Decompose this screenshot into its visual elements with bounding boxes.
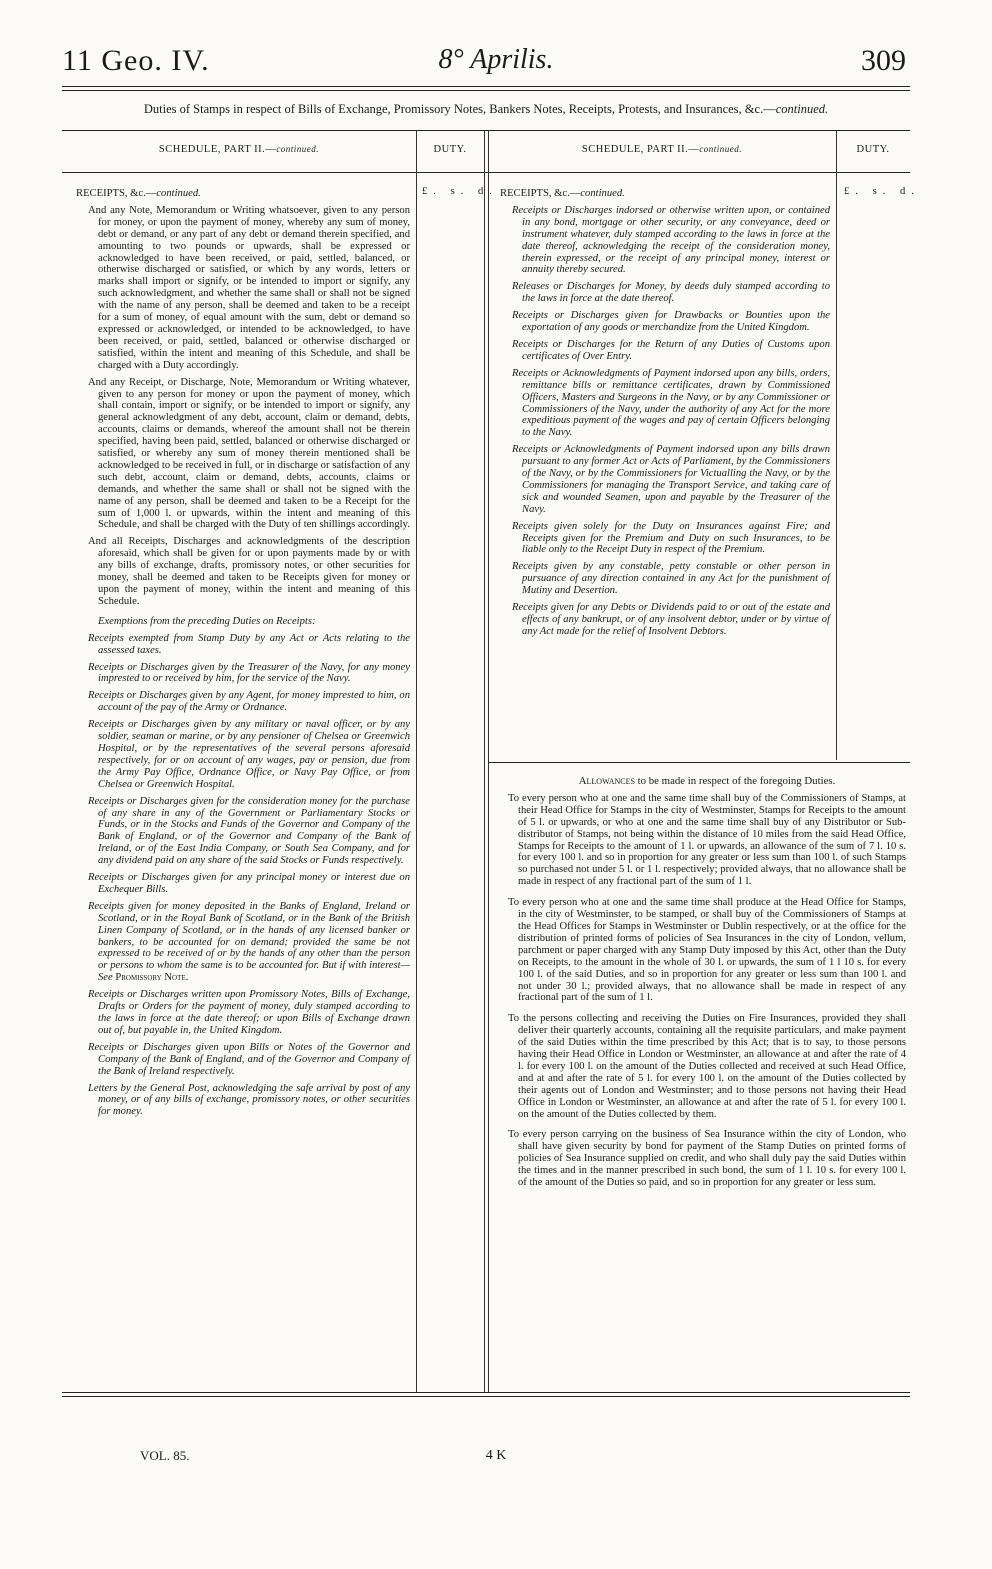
general-acknowledgment-paragraph: And any Receipt, or Discharge, Note, Memorandum or Writing whatever, given to any person for money or upon the payment of money, which shall contain, import or signify, or be intended to import or signify, any general acknowledgment of any debt, account, claim or demand, debts, accounts, claims or demands, whereof the amount shall not be therein specified, having been paid, settled, balanced or otherwise discharged or satisfied, or whereby any sum of money therein mentioned shall be acknowledged to be received in full, or in discharge or satisfaction of any such debt, account, claim or demand, debts, accounts, claims or demands, and whether the same shall or shall not be signed with the name of any person, shall be deemed and taken to be a Receipt for the sum of 1,000 l. or upwards, within the intent and meaning of this Schedule, and shall be charged with the Duty of ten shillings accordingly.: [88, 376, 410, 531]
table-bottom-rule-double: [62, 1396, 910, 1397]
left-section-heading: [76, 188, 410, 200]
allowance-item: To every person carrying on the business of Sea Insurance within the city of London, who shall have given security by bond for payment of the Stamp Duties on printed forms of policies of Sea Insurance supplied on credit, and who shall duly pay the said Duties within the times and in the manner prescribed in such bond, the sum of 1 l. 10 s. for every 100 l. of the amount of the Duties so paid, and so in proportion for any greater or less sum.: [508, 1129, 906, 1189]
allowance-item: To the persons collecting and receiving the Duties on Fire Insurances, provided they shall deliver their quarterly accounts, containing all the requisite particulars, and make payment of the said Duties within the time prescribed by this Act; that is to say, to those persons having their Head Office in London or Westminster, an allowance at and after the rate of 4 l. for every 100 l. on the amount of the Duties collected and received at such Head Office, and at and after the rate of 5 l. for every 100 l. on the amount of the Duties collected by their agents out of London and Westminster; and to those persons not having their Head Office in London or Westminster, an allowance at and after the rate of 5 l. for every 100 l. on the amount of the Duties collected by them.: [508, 1013, 906, 1120]
section-heading-continued: continued.: [156, 188, 201, 199]
table-header-rule: [62, 172, 910, 173]
column-rule-right-duty: [836, 130, 837, 760]
allowances-heading-caps: Allowances: [578, 775, 635, 787]
subtitle-text: Duties of Stamps in respect of Bills of Exchange, Promissory Notes, Bankers Notes, Receipts, Protests, and Insurances, &c.—: [143, 102, 776, 116]
allowances-section: [508, 776, 906, 1198]
schedule-header-continued: continued.: [276, 144, 320, 154]
column-rule-center-double: [488, 130, 489, 1392]
exemption-item: Receipts or Discharges given by the Treasurer of the Navy, for any money imprested to or received by him, for the service of the Navy.: [88, 661, 410, 685]
right-section-heading: [500, 188, 830, 200]
volume-number: VOL. 85.: [140, 1448, 190, 1463]
section-heading-continued: continued.: [580, 188, 625, 199]
exemption-item: Receipts or Discharges given for Drawbacks or Bounties upon the exportation of any goods or merchandize from the United Kingdom.: [512, 310, 830, 334]
subtitle-continued: continued.: [775, 102, 829, 116]
column-rule-center: [484, 130, 485, 1392]
exemption-item: Receipts given solely for the Duty on Insurances against Fire; and Receipts given for the Premium and Duty on such Insurances, to be liable only to the Receipt Duty in respect of the Premium.: [512, 520, 830, 556]
table-top-rule: [62, 130, 910, 131]
left-duty-header: DUTY.: [433, 144, 467, 155]
exemption-item: Receipts or Discharges given by any military or naval officer, or by any soldier, seaman or marine, or by any pensioner of Chelsea or Greenwich Hospital, or by the representatives of the several persons aforesaid respectively, for or on account of any wages, pay or pension, due from the Army Pay Office, Ordnance Office, or Navy Pay Office, or from Chelsea or Greenwich Hospital.: [88, 719, 410, 790]
exemption-item: Receipts or Discharges given upon Bills or Notes of the Governor and Company of the Bank of England, and of the Governor and Company of the Bank of Ireland respectively.: [88, 1041, 410, 1077]
exemption-item: Releases or Discharges for Money, by deeds duly stamped according to the laws in force at the date thereof.: [512, 281, 830, 305]
exemption-item: Receipts or Discharges written upon Promissory Notes, Bills of Exchange, Drafts or Orders for the payment of money, duly stamped according to the laws in force at the date thereof; or upon Bills of Exchange drawn out of, but payable in, the United Kingdom.: [88, 989, 410, 1036]
allowance-item: To every person who at one and the same time shall buy of the Commissioners of Stamps, at their Head Office for Stamps in the city of Westminster, Stamps for Receipts to the amount of 5 l. or upwards, or who at one and the same time shall buy of any Distributor or Sub-distributor of Stamps, not being within the distance of 10 miles from the said Head Office, Stamps for Receipts to the amount of 1 l. or upwards, an allowance of the sum of 7 l. 10 s. for every 100 l. and so in proportion for any greater or less sum than 100 l. of such Stamps so purchased not under 5 l. or 1 l. respectively; provided always, that no allowance shall be made in respect of any fractional part of the sum of 1 l.: [508, 792, 906, 888]
section-heading-text: RECEIPTS, &c.—: [500, 188, 581, 199]
schedule-header-continued: continued.: [699, 144, 743, 154]
right-column-body: [500, 188, 830, 643]
table-bottom-rule: [62, 1392, 910, 1393]
exemption-item: Receipts or Discharges indorsed or otherwise written upon, or contained in any bond, mortgage or other security, or any conveyance, deed or instrument whatever, duly stamped according to the laws in force at the date thereof, acknowledging the receipt of the consideration money, therein expressed, or the receipt of any principal money, interest or annuity thereby secured.: [512, 204, 830, 276]
exemption-item: Receipts given for any Debts or Dividends paid to or out of the estate and effects of any bankrupt, or of any insolvent debtor, under or by virtue of any Act made for the relief of Insolvent Debtors.: [512, 602, 830, 637]
allowances-heading: [508, 776, 906, 788]
allowance-item: To every person who at one and the same time shall produce at the Head Office for Stamps, in the city of Westminster, to be stamped, or shall buy of the Commissioners of Stamps at the Head Offices for Stamps in Westminster or Dublin respectively, or at the office for the distribution of printed forms of policies of Sea Insurances in the city of London, vellum, parchment or paper charged with any Stamp Duty imposed by this Act, other than the Duty on Receipts, to the amount in the whole of 30 l. or upwards, the sum of 1 l 10 s. for every 100 l. of the said Duties, and so in proportion for any greater or less sum than 100 l. and not under 30 l.; provided always, that no allowance shall be made in respect of any fractional part of the sum of 1 l.: [508, 897, 906, 1004]
schedule-header-text: SCHEDULE, PART II.—: [581, 144, 700, 155]
allowances-heading-text: to be made in respect of the foregoing Duties.: [634, 775, 836, 787]
exemption-item: Receipts or Discharges given for any principal money or interest due on Exchequer Bills.: [88, 872, 410, 895]
column-rule-left-duty: [416, 130, 417, 1392]
exemption-item: Receipts or Acknowledgments of Payment indorsed upon any bills, orders, remittance bills or remittance certificates, drawn by Commissioned Officers, Masters and Surgeons in the Navy, or by any Commissioner or Commissioners of the Navy, under the authority of any Act for the more expeditious payment of the wages and pay of certain Officers belonging to the Navy.: [512, 367, 830, 439]
right-schedule-header: [492, 144, 832, 155]
right-duty-header: DUTY.: [856, 144, 890, 155]
exemption-item: Receipts or Discharges given for the consideration money for the purchase of any share in any of the Government or Parliamentary Stocks or Funds, or in the Stocks and Funds of the Governor and Company of the Bank of England, or of the Governor and Company of the Bank of Ireland, or of the East India Company, or South Sea Company, and for any dividend paid on any share of the said Stocks or Funds respectively.: [88, 795, 410, 867]
exemption-item: Receipts exempted from Stamp Duty by any Act or Acts relating to the assessed taxes.: [88, 632, 410, 656]
exemption-item: Receipts given by any constable, petty constable or other person in pursuance of any direction contained in any Act for the punishment of Mutiny and Desertion.: [512, 561, 830, 597]
exemption-text: Receipts given for money deposited in the Banks of England, Ireland or Scotland, or in the Royal Bank of Scotland, or in the Bank of the British Linen Company of Scotland, or in the hands of any licensed banker or bankers, to be accounted for on demand; provided the same be not expressed to be received of or by the hands of any other than the person or persons to whom the same is to be accounted for. But if with interest—See: [88, 900, 410, 984]
schedule-header-text: SCHEDULE, PART II.—: [158, 144, 277, 155]
exemption-item: Receipts or Discharges for the Return of any Duties of Customs upon certificates of Over Entry.: [512, 338, 830, 362]
right-duty-units: £. s. d.: [844, 186, 920, 197]
receipt-definition-paragraph: And any Note, Memorandum or Writing whatsoever, given to any person for money, or upon the payment of money, whereby any sum of money, debt or demand, or any part of any debt or demand therein specified, and amounting to two pounds or upwards, shall be expressed or acknowledged to have been received, or paid, settled, balanced, or otherwise discharged or satisfied, or which by any words, letters or marks shall import or signify, or be intended to import or signify, any such acknowledgment, and whether the same shall or shall not be signed with the name of any person, shall be deemed and taken to be a receipt for a sum of money, of equal amount with the sum, debt or demand so expressed or acknowledged, or intended to be acknowledged, to have been received, or paid, settled, balanced or otherwise discharged or satisfied, within the intent and meaning of this Schedule, and shall be charged with a Duty accordingly.: [88, 204, 410, 371]
exemption-item: Receipts or Acknowledgments of Payment indorsed upon any bills drawn pursuant to any former Act or Acts of Parliament, by the Commissioners of the Navy, or by the Commissioners for Victualling the Navy, or by the Commissioners for managing the Transport Service, and taking care of sick and wounded Seamen, upon and payable by the Treasurer of the Navy.: [512, 444, 830, 515]
securities-paragraph: And all Receipts, Discharges and acknowledgments of the description aforesaid, which shall be given for or upon payments made by or with any bills of exchange, drafts, promissory notes, or other securities for money, shall be deemed and taken to be Receipts given for money or upon the payment of money, within the intent and meaning of this Schedule.: [88, 536, 410, 607]
running-head-regnal-year: 11 Geo. IV.: [62, 44, 210, 77]
left-column-body: [76, 188, 410, 1123]
exemptions-heading: Exemptions from the preceding Duties on Receipts:: [98, 615, 316, 627]
running-head-date: 8° Aprilis.: [438, 44, 554, 75]
exemption-item: Receipts or Discharges given by any Agent, for money imprested to him, on account of the pay of the Army or Ordnance.: [88, 690, 410, 714]
cross-reference: Promissory Note.: [115, 972, 189, 984]
header-rule: [62, 86, 910, 87]
exemption-item: [76, 901, 410, 984]
allowances-rule: [488, 762, 910, 763]
page-number: 309: [861, 44, 906, 77]
left-duty-units: £. s. d.: [422, 186, 498, 197]
header-rule-double: [62, 90, 910, 91]
page-subtitle: [62, 102, 910, 117]
section-heading-text: RECEIPTS, &c.—: [76, 188, 157, 199]
exemption-item: Letters by the General Post, acknowledging the safe arrival by post of any money, or of any bills of exchange, promissory notes, or other securities for money.: [88, 1082, 410, 1118]
left-schedule-header: [62, 144, 416, 155]
signature-mark: 4 K: [485, 1448, 507, 1463]
